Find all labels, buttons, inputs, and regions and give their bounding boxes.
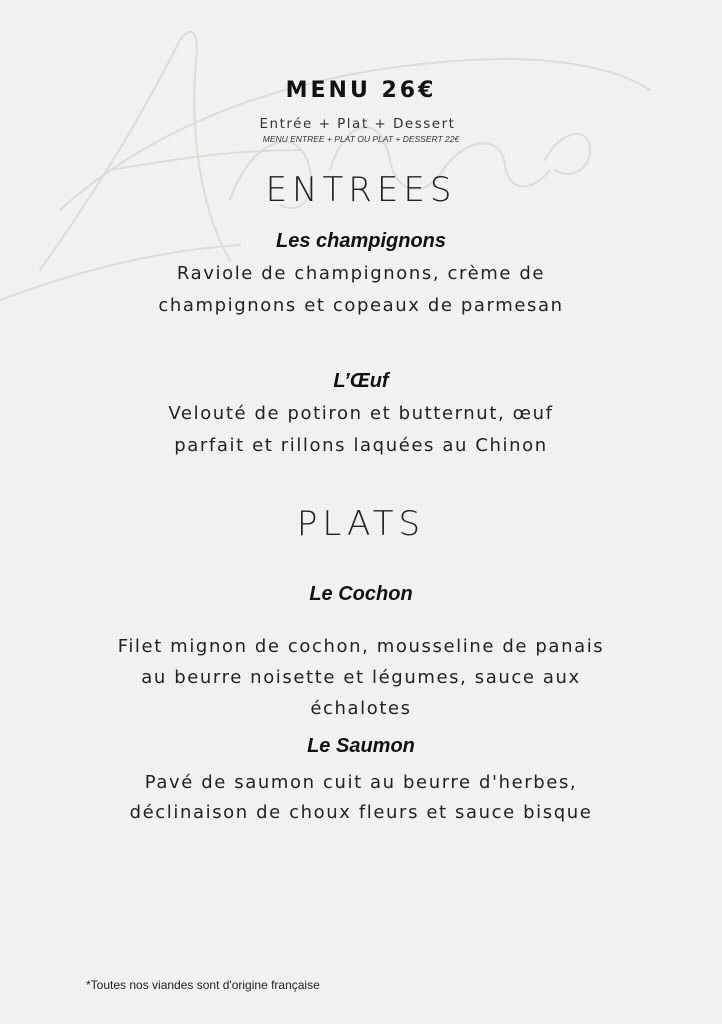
dish-name-oeuf: L’Œuf — [333, 370, 389, 392]
dish-description-saumon — [0, 768, 722, 828]
menu-title: MENU 26€ — [285, 78, 437, 103]
description-line: au beurre noisette et légumes, sauce aux — [141, 667, 581, 688]
dish-description-cochon — [0, 631, 722, 724]
description-line: Pavé de saumon cuit au beurre d'herbes, — [144, 772, 578, 793]
description-line: déclinaison de choux fleurs et sauce bisque — [129, 802, 593, 823]
dish-description-oeuf — [0, 398, 722, 462]
section-title-entrees: ENTREES — [265, 170, 457, 210]
meat-origin-footnote: *Toutes nos viandes sont d'origine française — [86, 978, 320, 992]
section-title-plats: PLATS — [296, 504, 426, 544]
dish-description-champignons — [0, 258, 722, 322]
description-line: échalotes — [310, 698, 412, 719]
menu-alternative-formula: MENU ENTREE + PLAT OU PLAT + DESSERT 22€ — [262, 134, 460, 144]
description-line: Filet mignon de cochon, mousseline de panais — [117, 636, 605, 657]
dish-name-champignons: Les champignons — [275, 230, 447, 252]
description-line: Raviole de champignons, crème de — [176, 263, 546, 284]
description-line: parfait et rillons laquées au Chinon — [174, 435, 548, 456]
menu-subtitle: Entrée + Plat + Dessert — [259, 116, 456, 132]
description-line: champignons et copeaux de parmesan — [158, 295, 564, 316]
dish-name-cochon: Le Cochon — [309, 583, 413, 605]
description-line: Velouté de potiron et butternut, œuf — [168, 403, 554, 424]
dish-name-saumon: Le Saumon — [307, 735, 415, 757]
